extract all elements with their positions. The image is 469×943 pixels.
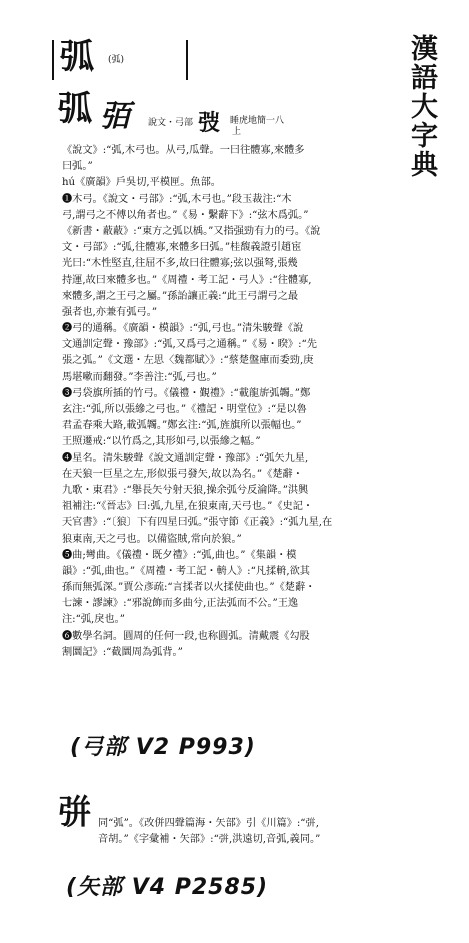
entry-head-character: 弧	[60, 37, 94, 77]
form-source-label-2: 睡虎地簡一八	[230, 116, 285, 126]
entry-body-line: 九歌・東君》:“舉長矢兮射天狼,操余弧兮反淪降。”洪興	[62, 484, 309, 496]
entry-body-line: 狼東南,天之弓也。以備盜賊,常向於狼。”	[62, 533, 242, 545]
entry-body-line: 韻》:“弧,曲也。”《周禮・考工記・輈人》:“凡揉輈,欲其	[62, 565, 310, 577]
right-vertical-mark	[186, 40, 188, 80]
entry2-head-character: 𢏳	[58, 793, 92, 833]
entry-body-line: 光曰:“木性堅直,往屈不多,故曰往體寡;弦以强弩,張幾	[62, 258, 298, 270]
entry-body-line: 馬堪嗽而翻發。”李善注:“弧,弓也。”	[62, 371, 217, 383]
entry-body-line: 曰弧。”	[62, 161, 93, 173]
dictionary-series-title: 漢語大字典	[406, 34, 437, 179]
form-source-label-2b: 上	[232, 127, 242, 137]
handwritten-source-note-2: (矢部 V4 P2585)	[66, 875, 269, 900]
entry-body-line: 玄注:“弧,所以張縿之弓也。”《禮記・明堂位》:“是以魯	[62, 404, 307, 415]
entry2-body	[98, 816, 378, 848]
entry-body-line: 《新書・蔽蔽》:“東方之弧以楀。”又指强勁有力的弓。《說	[62, 225, 321, 237]
entry-body-line: ❷弓的通稱。《廣韻・模韻》:“弧,弓也。”清朱駿聲《說	[62, 323, 304, 335]
entry-body-line: 割圜記》:“截圜周為弧背。”	[62, 646, 183, 658]
entry-body-line: 强者也,亦兼有弧弓。”	[62, 306, 158, 318]
entry-body-line: ❻數學名詞。圓周的任何一段,也称圓弧。清戴震《勾股	[62, 630, 310, 642]
entry-body-line: 《說文》:“弧,木弓也。从弓,瓜聲。一曰往體寡,來體多	[62, 145, 305, 156]
entry-body-line: 天官書》:“〔狼〕下有四星曰弧。”張守節《正義》:“弧九星,在	[62, 517, 333, 529]
alternate-form-marker: (弧)	[108, 55, 125, 65]
entry-body-line: 孫而無弧深。”賈公彥疏:“言揉者以火揉使曲也。”《楚辭・	[62, 582, 316, 594]
entry-body-line: 在天狼一巨星之左,形似張弓發矢,故以為名。”《楚辭・	[62, 468, 303, 480]
entry2-body-line: 音胡。”《字彙補・矢部》:“𢏳,洪遠切,音弧,義同。”	[98, 834, 321, 846]
entry-body-line: 文・弓部》:“弧,往體寡,來體多曰弧。”桂馥義證引趙宦	[62, 242, 302, 254]
entry-body-line: ❸弓袋旗所插的竹弓。《儀禮・覲禮》:“載龍旂弧韣。”鄭	[62, 387, 311, 399]
seal-script-glyph: 㢶	[100, 99, 130, 134]
entry-body-line: ❺曲;彎曲。《儀禮・既夕禮》:“弧,曲也。”《集韻・模	[62, 549, 297, 561]
entry-body-line: 持運,故曰來體多也。”《周禮・考工記・弓人》:“往體寡,	[62, 274, 312, 286]
entry2-body-line: 同“弧”。《改併四聲篇海・矢部》引《川篇》:“𢏳,	[98, 818, 319, 829]
entry-body-line: 弓,謂弓之不傅以角者也。”《易・繫辭下》:“弦木爲弧。”	[62, 209, 309, 221]
entry-body-line: hú《廣韻》戶吳切,平模匣。魚部。	[62, 177, 221, 189]
entry-body-line: ❶木弓。《說文・弓部》:“弧,木弓也。”段玉裁注:“木	[62, 193, 292, 205]
bamboo-slip-glyph: 弢	[198, 110, 221, 136]
entry-body-line: 君孟春乘大路,載弧韣。”鄭玄注:“弧,旌旗所以張幅也。”	[62, 420, 302, 432]
entry-body-line: 張之弧。”《文選・左思〈魏都賦〉》:“蔡楚盤庫而委勁,庚	[62, 355, 314, 367]
handwritten-source-note-1: (弓部 V2 P993)	[70, 735, 256, 760]
entry-body-line: 文通訓定聲・豫部》:“弧,又爲弓之通稱。”《易・睽》:“先	[62, 339, 317, 351]
entry-body-line: 注:“弧,戾也。”	[62, 614, 125, 626]
entry-body-line: 來體多,謂之王弓之屬。”孫詒讓正義:“此王弓謂弓之最	[62, 290, 299, 302]
entry-body-line: 祖補注:“《晉志》曰:弧,九星,在狼東南,天弓也。”《史記・	[62, 501, 314, 513]
left-vertical-mark	[52, 40, 54, 80]
entry-body-line: 七諫・謬諫》:“邪說飾而多曲兮,正法弧而不公。”王逸	[62, 598, 299, 610]
entry-body	[62, 143, 374, 661]
entry-body-line: 王照遷戒:“以竹爲之,其形如弓,以張縿之幅。”	[62, 436, 261, 448]
entry-body-line: ❹星名。清朱駿聲《說文通訓定聲・豫部》:“弧矢九星,	[62, 452, 309, 464]
variant-character: 弧	[58, 89, 92, 129]
form-source-label-1: 說文・弓部	[148, 118, 194, 128]
